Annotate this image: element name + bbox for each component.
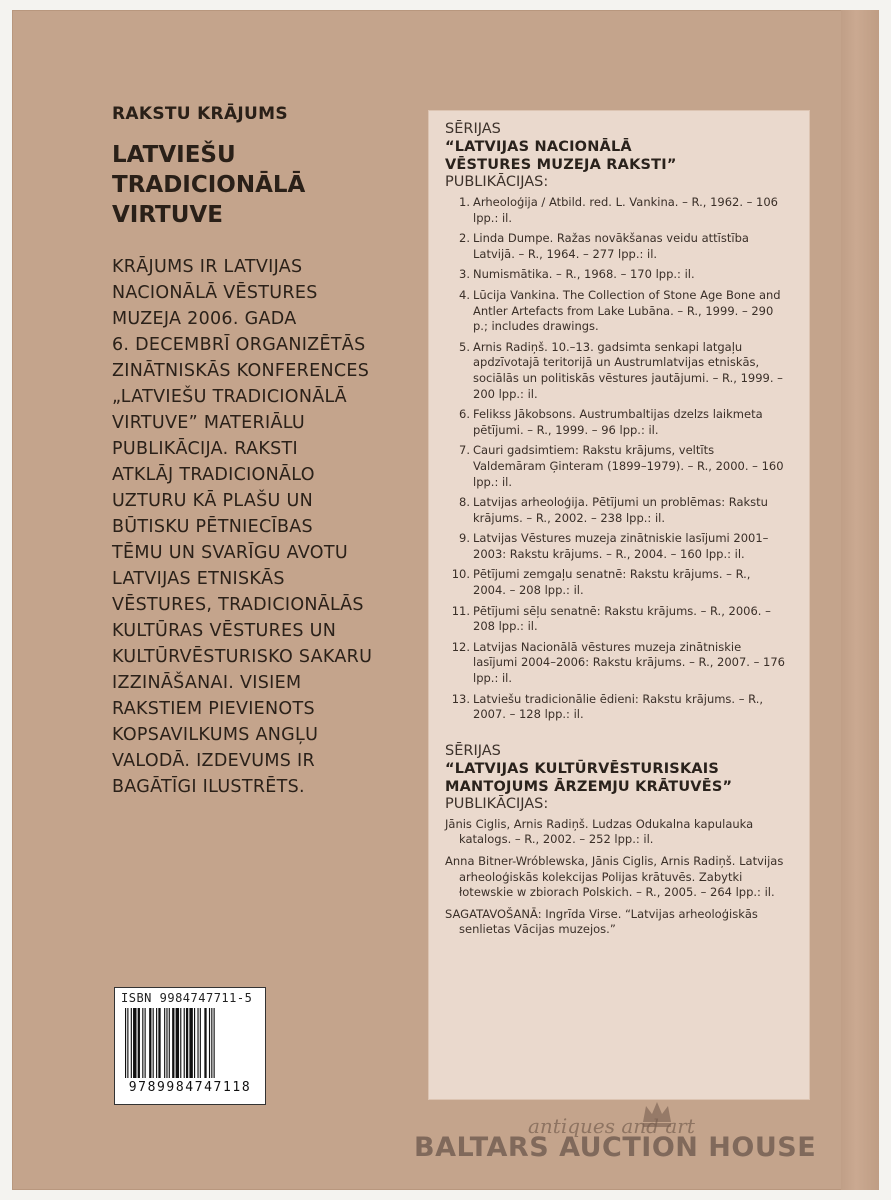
series2-block xyxy=(445,743,797,938)
barcode-bar xyxy=(131,1008,132,1078)
barcode-bar xyxy=(186,1008,188,1078)
publication-item xyxy=(445,692,797,723)
description-line: NACIONĀLĀ VĒSTURES xyxy=(112,283,318,303)
prep-label: SAGATAVOŠANĀ: xyxy=(445,906,542,921)
barcode-bar xyxy=(149,1008,151,1078)
description-line: VĒSTURES, TRADICIONĀLĀS xyxy=(112,595,364,615)
book-title xyxy=(112,140,412,230)
item-number: 5. xyxy=(459,339,470,354)
series-panel xyxy=(428,110,810,1100)
item-text: Lūcija Vankina. The Collection of Stone Age Bone and Antler Artefacts from Lake Lubāna. – R., 1999. – 290 p.; includes drawings. xyxy=(473,287,781,334)
item-text: Pētījumi zemgaļu senatnē: Rakstu krājums. – R., 2004. – 208 lpp.: il. xyxy=(473,567,751,598)
description-line: VIRTUVE” MATERIĀLU xyxy=(112,413,306,433)
book-spine-edge xyxy=(841,10,879,1190)
barcode-bar xyxy=(214,1008,215,1078)
description-line: RAKSTIEM PIEVIENOTS xyxy=(112,699,315,719)
publications-label: PUBLIKĀCIJAS: xyxy=(445,795,549,812)
barcode-bar xyxy=(153,1008,154,1078)
barcode-bar xyxy=(180,1008,181,1078)
publication-item xyxy=(445,604,797,635)
description-line: PUBLIKĀCIJA. RAKSTI xyxy=(112,439,298,459)
publication-item xyxy=(445,495,797,526)
barcode-bar xyxy=(142,1008,143,1078)
description-line: VALODĀ. IZDEVUMS IR xyxy=(112,751,315,771)
item-number: 2. xyxy=(459,231,470,246)
item-number: 11. xyxy=(451,603,470,618)
book-description xyxy=(112,254,412,800)
collection-label: RAKSTU KRĀJUMS xyxy=(112,104,288,124)
item-text: Latvijas Vēstures muzeja zinātniskie lasījumi 2001–2003: Rakstu krājums. – R., 2004. – 160 lpp.: il. xyxy=(473,531,769,561)
publication-item xyxy=(445,288,797,335)
barcode-box xyxy=(114,987,266,1105)
barcode-bar xyxy=(169,1008,170,1078)
barcode-bar xyxy=(172,1008,174,1078)
series-label: SĒRIJAS xyxy=(445,121,501,137)
description-line: „LATVIEŠU TRADICIONĀLĀ xyxy=(112,387,347,407)
barcode-bar xyxy=(184,1008,185,1078)
barcode-bar xyxy=(200,1008,201,1078)
barcode-bar xyxy=(176,1008,179,1078)
publication-item xyxy=(445,443,797,490)
publication-item xyxy=(445,195,797,226)
description-line: BŪTISKU PĒTNIECĪBAS xyxy=(112,517,313,537)
item-number: 13. xyxy=(451,691,470,706)
description-line: UZTURU KĀ PLAŠU UN xyxy=(112,491,313,511)
series-title xyxy=(445,760,797,796)
publication-item xyxy=(445,640,797,687)
description-line: KRĀJUMS IR LATVIJAS xyxy=(112,257,303,277)
description-line: BAGĀTĪGI ILUSTRĒTS. xyxy=(112,777,305,797)
barcode-bar xyxy=(127,1008,128,1078)
item-number: 6. xyxy=(459,407,470,422)
title-line: VIRTUVE xyxy=(112,202,223,228)
barcode-bar xyxy=(133,1008,136,1078)
publication-item xyxy=(445,407,797,438)
barcode-bar xyxy=(145,1008,146,1078)
title-line: TRADICIONĀLĀ xyxy=(112,172,306,198)
barcode-image xyxy=(125,1008,255,1078)
publication-item: Jānis Ciglis, Arnis Radiņš. Ludzas Odukalna kapulauka katalogs. – R., 2002. – 252 lpp.: il. xyxy=(445,816,754,847)
title-line: LATVIEŠU xyxy=(112,142,236,168)
barcode-bar xyxy=(204,1008,206,1078)
item-text: Arnis Radiņš. 10.–13. gadsimta senkapi latgaļu apdzīvotajā teritorijā un Austrumlatvijas etniskās, sociālās un politiskās vēstures jautājumi. – R., 1999. – 200 lpp.: il. xyxy=(473,339,783,401)
series-title-line: “LATVIJAS NACIONĀLĀ xyxy=(445,139,632,155)
publication-item xyxy=(445,531,797,562)
publication-item xyxy=(445,267,797,283)
series-title xyxy=(445,138,797,174)
item-text: Numismātika. – R., 1968. – 170 lpp.: il. xyxy=(473,267,695,282)
item-text: Arheoloģija / Atbild. red. L. Vankina. – R., 1962. – 106 lpp.: il. xyxy=(473,195,778,225)
series-title-line: MANTOJUMS ĀRZEMJU KRĀTUVĒS” xyxy=(445,778,733,795)
isbn-label: ISBN 9984747711-5 xyxy=(121,991,253,1005)
in-preparation-note xyxy=(445,907,797,938)
description-line: LATVIJAS ETNISKĀS xyxy=(112,569,285,589)
barcode-bar xyxy=(197,1008,198,1078)
publication-list xyxy=(445,817,797,901)
barcode-bar xyxy=(189,1008,192,1078)
description-line: 6. DECEMBRĪ ORGANIZĒTĀS xyxy=(112,335,366,355)
description-line: KULTŪRVĒSTURISKO SAKARU xyxy=(112,647,373,667)
item-text: Latvijas arheoloģija. Pētījumi un problēmas: Rakstu krājums. – R., 2002. – 238 lpp.: il. xyxy=(473,495,768,525)
description-line: IZZINĀŠANAI. VISIEM xyxy=(112,673,302,693)
description-line: KULTŪRAS VĒSTURES UN xyxy=(112,621,337,641)
item-number: 9. xyxy=(459,531,470,546)
barcode-bar xyxy=(156,1008,157,1078)
barcode-bar xyxy=(209,1008,210,1078)
item-number: 1. xyxy=(459,195,470,209)
item-text: Cauri gadsimtiem: Rakstu krājums, veltīts Valdemāram Ģinteram (1899–1979). – R., 2000. – 160 lpp.: il. xyxy=(473,443,784,489)
item-number: 3. xyxy=(459,267,470,282)
item-number: 12. xyxy=(451,639,470,654)
item-number: 4. xyxy=(459,287,470,302)
prep-text: Ingrīda Virse. “Latvijas arheoloģiskās senlietas Vācijas muzejos.” xyxy=(459,906,758,937)
item-text: Latviešu tradicionālie ēdieni: Rakstu krājums. – R., 2007. – 128 lpp.: il. xyxy=(473,691,764,722)
publication-item xyxy=(445,567,797,598)
left-column xyxy=(112,104,412,800)
description-line: MUZEJA 2006. GADA xyxy=(112,309,297,329)
publication-item xyxy=(445,231,797,262)
barcode-bar xyxy=(158,1008,160,1078)
barcode-bar xyxy=(166,1008,167,1078)
barcode-bar xyxy=(125,1008,126,1078)
publication-item xyxy=(445,340,797,402)
barcode-bar xyxy=(138,1008,140,1078)
description-line: ZINĀTNISKĀS KONFERENCES xyxy=(112,361,370,381)
item-number: 8. xyxy=(459,495,470,510)
series-title-line: “LATVIJAS KULTŪRVĒSTURISKAIS xyxy=(445,760,720,777)
item-number: 10. xyxy=(451,567,470,582)
watermark-brand: BALTARS AUCTION HOUSE xyxy=(414,1132,817,1163)
description-line: TĒMU UN SVARĪGU AVOTU xyxy=(112,543,348,563)
description-line: KOPSAVILKUMS ANGĻU xyxy=(112,725,319,745)
item-number: 7. xyxy=(459,443,470,458)
item-text: Latvijas Nacionālā vēstures muzeja zinātniskie lasījumi 2004–2006: Rakstu krājums. – R., 2007. – 176 lpp.: il. xyxy=(473,639,785,686)
publication-list xyxy=(445,195,797,723)
description-line: ATKLĀJ TRADICIONĀLO xyxy=(112,465,315,485)
barcode-bar xyxy=(211,1008,212,1078)
ean-number: 9789984747118 xyxy=(128,1080,252,1095)
item-text: Linda Dumpe. Ražas novākšanas veidu attīstība Latvijā. – R., 1964. – 277 lpp.: il. xyxy=(473,231,749,261)
item-text: Pētījumi sēļu senatnē: Rakstu krājums. – R., 2006. – 208 lpp.: il. xyxy=(473,603,771,634)
watermark-tagline: antiques and art xyxy=(528,1114,695,1138)
series-title-line: VĒSTURES MUZEJA RAKSTI” xyxy=(445,157,677,173)
series-label: SĒRIJAS xyxy=(445,742,501,759)
barcode-bar xyxy=(164,1008,165,1078)
publications-label: PUBLIKĀCIJAS: xyxy=(445,174,549,190)
barcode-bar xyxy=(194,1008,195,1078)
item-text: Felikss Jākobsons. Austrumbaltijas dzelzs laikmeta pētījumi. – R., 1999. – 96 lpp.: il. xyxy=(473,407,763,437)
publication-item: Anna Bitner-Wróblewska, Jānis Ciglis, Arnis Radiņš. Latvijas arheoloģiskās kolekcijas Polijas krātuvēs. Zabytki łotewskie w zbiorach Polskich. – R., 2005. – 264 lpp.: il. xyxy=(445,854,784,900)
